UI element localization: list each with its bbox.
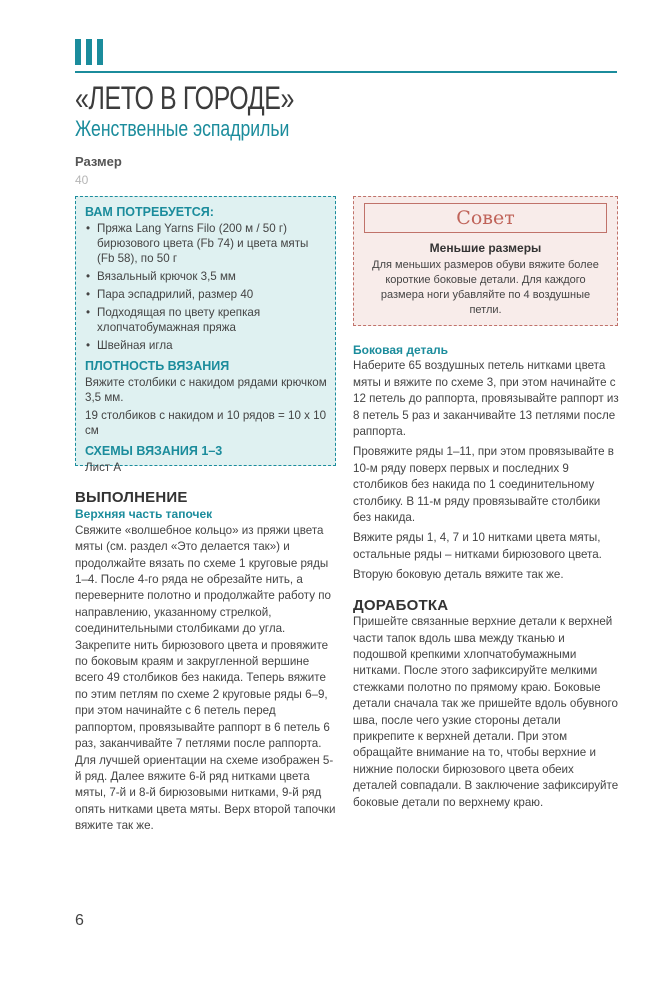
page-subtitle: Женственные эспадрильи: [75, 116, 290, 141]
side-paragraph: Вторую боковую деталь вяжите так же.: [353, 568, 564, 582]
right-column: [353, 342, 621, 815]
advice-title: Совет: [364, 203, 607, 233]
materials-item: • Подходящая по цвету крепкая хлопчатобумажная пряжа: [85, 305, 327, 335]
gauge-text: Вяжите столбики с накидом рядами крючком 3,5 мм.: [85, 376, 327, 404]
page-title: «ЛЕТО В ГОРОДЕ»: [75, 80, 295, 116]
advice-text: Для меньших размеров обуви вяжите более короткие боковые детали. Для каждого размера ноги убавляйте по 4 воздушные петли.: [372, 259, 599, 316]
materials-item: • Пара эспадрилий, размер 40: [85, 287, 327, 302]
header-bars-decoration: [75, 39, 103, 65]
execution-text: Свяжите «волшебное кольцо» из пряжи цвета мяты (см. раздел «Это делается так») и продолжайте вязать по схеме 1 круговые ряды 1–4. После 4-го ряда не обрезайте нить, а переверните полотно и продолжайте работу по направлению, указанному стрелкой, соединительными столбиками до угла. Закрепите нить бирюзового цвета и провяжите по боковым краям и закругленной вершине всего 49 столбиков без накида. Теперь вяжите по этим петлям по схеме 2 круговые ряды 6–9, при этом начинайте с 6 петель перед раппортом, провязывайте раппорт в 6 петель 6 раз, заканчивайте 7 петлями после раппорта. Для лучшей ориентации на схеме изображен 5-й ряд. Далее вяжите 6-й ряд нитками цвета мяты, 7-й и 8-й бирюзовыми нитками, 9-й ряд опять нитками цвета мяты. Верх второй тапочки вяжите так же.: [75, 523, 336, 833]
page-number: 6: [75, 912, 84, 929]
materials-item: • Пряжа Lang Yarns Filo (200 м / 50 г) бирюзового цвета (Fb 74) и цвета мяты (Fb 58), по 50 г: [85, 221, 327, 266]
execution-subtitle: Верхняя часть тапочек: [75, 507, 213, 522]
side-paragraph: Провяжите ряды 1–11, при этом провязывайте в 10-м ряду поверх первых и последних 9 столбиков без накида по 1 соединительному столбику. В 11-м ряду провязывайте столбики без накида.: [353, 445, 614, 525]
gauge-title: ПЛОТНОСТЬ ВЯЗАНИЯ: [85, 359, 230, 373]
materials-box: [75, 196, 336, 474]
materials-item: • Вязальный крючок 3,5 мм: [85, 269, 327, 284]
gauge-text: 19 столбиков с накидом и 10 рядов = 10 х 10 см: [85, 409, 327, 437]
advice-subtitle: Меньшие размеры: [429, 241, 542, 255]
side-title: Боковая деталь: [353, 343, 449, 357]
materials-list: [85, 221, 327, 353]
finishing-text: Пришейте связанные верхние детали к верхней части тапок вдоль шва между тканью и подошвой крепкими хлопчатобумажными нитками. После этого зафиксируйте мелкими стежками полотно по прямому краю. Боковые детали сначала так же пришейте вдоль обувного шва, после чего узкие стороны детали прикрепите к верхней детали. При этом обращайте внимание на то, чтобы верхние и нижние полоски бирюзового цвета обеих деталей совпадали. В заключение зафиксируйте боковые детали по верхнему краю.: [353, 615, 619, 809]
header-rule: [75, 71, 617, 73]
advice-box: [353, 196, 618, 326]
size-value: 40: [75, 173, 89, 187]
side-paragraph: Наберите 65 воздушных петель нитками цвета мяты и вяжите по схеме 3, при этом начинайте с 12 петель до раппорта, провязывайте раппорт из 8 петель 5 раз и заканчивайте 13 петлями после раппорта.: [353, 359, 619, 439]
materials-title: ВАМ ПОТРЕБУЕТСЯ:: [85, 205, 214, 219]
size-label: Размер: [75, 154, 122, 169]
side-paragraph: Вяжите ряды 1, 4, 7 и 10 нитками цвета мяты, остальные ряды – нитками бирюзового цвета.: [353, 531, 602, 561]
left-column: [75, 490, 337, 839]
execution-title: ВЫПОЛНЕНИЕ: [75, 489, 188, 506]
materials-item: • Швейная игла: [85, 338, 327, 353]
schemes-title: СХЕМЫ ВЯЗАНИЯ 1–3: [85, 444, 223, 458]
finishing-title: ДОРАБОТКА: [353, 596, 449, 614]
schemes-text: Лист А: [85, 461, 122, 474]
